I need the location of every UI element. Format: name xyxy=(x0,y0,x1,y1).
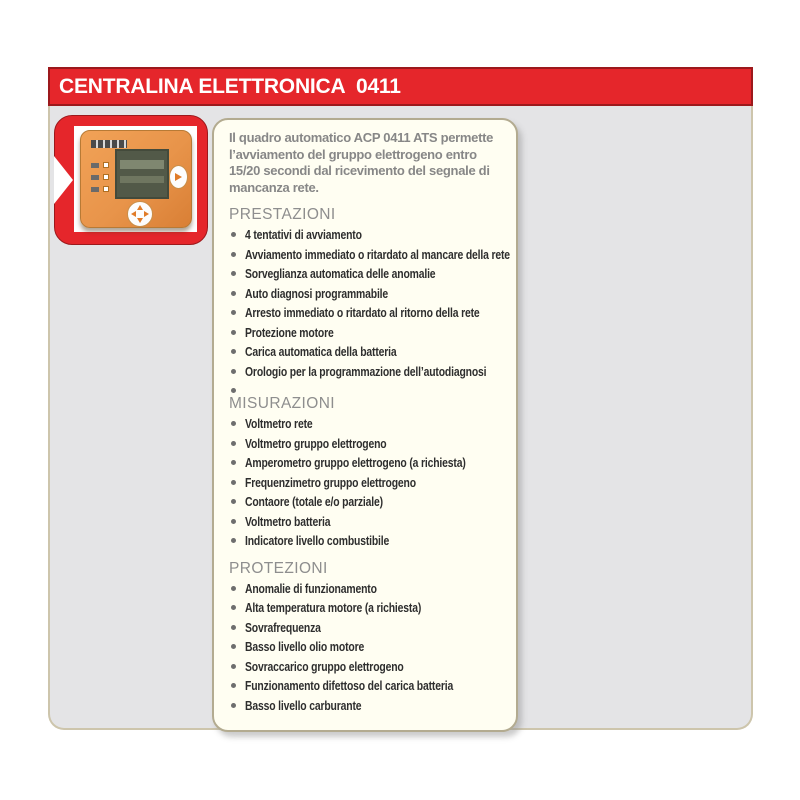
list-item xyxy=(229,492,504,512)
bullet-icon xyxy=(231,291,236,296)
bullet-icon xyxy=(231,703,236,708)
led-label-icon xyxy=(91,163,99,168)
bullet-icon xyxy=(231,644,236,649)
led-row xyxy=(91,186,109,192)
led-row xyxy=(91,162,109,168)
intro-paragraph: Il quadro automatico ACP 0411 ATS permette l’avviamento del gruppo elettrogeno entro 15/20 secondi dal ricevimento del segnale di mancanza rete. xyxy=(229,130,494,195)
section-title-prestazioni: PRESTAZIONI xyxy=(229,206,336,223)
list-item xyxy=(229,245,510,265)
section-misurazioni xyxy=(229,395,504,551)
bullet-icon xyxy=(231,664,236,669)
bullet-icon xyxy=(231,460,236,465)
bullet-icon xyxy=(231,421,236,426)
list-item xyxy=(229,303,504,323)
list-item-label: Anomalie di funzionamento xyxy=(245,580,377,596)
dpad-left-icon xyxy=(131,211,136,217)
list-item xyxy=(229,414,504,434)
list-item-label: Sorveglianza automatica delle anomalie xyxy=(245,266,436,281)
page-title-bar xyxy=(48,67,753,106)
list-item xyxy=(229,342,504,362)
list-item-label: 4 tentativi di avviamento xyxy=(245,227,362,242)
list-item-label: Voltmetro gruppo elettrogeno xyxy=(245,435,387,451)
list-item-label: Contaore (totale e/o parziale) xyxy=(245,494,383,509)
list-item-label: Sovrafrequenza xyxy=(245,619,321,635)
list-item xyxy=(229,598,504,618)
content-area xyxy=(48,106,753,730)
list-item-label: Frequenzimetro gruppo elettrogeno xyxy=(245,474,416,490)
list-item xyxy=(229,473,504,493)
dpad-up-icon xyxy=(137,205,143,210)
led-icon xyxy=(103,174,109,180)
bullet-icon xyxy=(231,330,236,335)
list-item-label: Basso livello olio motore xyxy=(245,639,365,654)
bullet-icon xyxy=(231,369,236,374)
list-item-label: Voltmetro rete xyxy=(245,416,313,431)
protezioni-list xyxy=(229,579,504,716)
list-item xyxy=(229,657,504,677)
list-item-label: Indicatore livello combustibile xyxy=(245,533,390,548)
list-item xyxy=(229,453,504,473)
dpad-right-icon xyxy=(144,211,149,217)
bullet-icon xyxy=(231,232,236,237)
list-item-label: Funzionamento difettoso del carica batteria xyxy=(245,678,454,693)
section-title-protezioni: PROTEZIONI xyxy=(229,559,328,577)
list-item xyxy=(229,381,504,393)
bullet-icon xyxy=(231,349,236,354)
bullet-icon xyxy=(231,388,236,393)
lcd-band xyxy=(120,160,164,169)
list-item-label: Arresto immediato o ritardato al ritorno della rete xyxy=(245,305,480,320)
prestazioni-list xyxy=(229,225,510,393)
dpad-down-icon xyxy=(137,218,143,223)
list-item xyxy=(229,284,504,304)
description-panel xyxy=(212,118,518,732)
device-label-strip xyxy=(91,140,127,148)
led-label-icon xyxy=(91,187,99,192)
frame-notch-icon xyxy=(54,156,73,204)
list-item xyxy=(229,579,504,599)
led-icon xyxy=(103,186,109,192)
device-lcd-screen xyxy=(115,149,169,199)
list-item xyxy=(229,362,504,382)
device-arrow-button xyxy=(169,165,188,189)
bullet-icon xyxy=(231,252,236,257)
bullet-icon xyxy=(231,625,236,630)
list-item xyxy=(229,637,504,657)
list-item xyxy=(229,512,504,532)
list-item-label: Avviamento immediato o ritardato al mancare della rete xyxy=(245,246,510,262)
list-item-label: Protezione motore xyxy=(245,324,334,340)
product-photo-frame xyxy=(54,115,208,245)
list-item xyxy=(229,676,504,696)
bullet-icon xyxy=(231,605,236,610)
misurazioni-list xyxy=(229,414,504,551)
page-title: CENTRALINA ELETTRONICA 0411 xyxy=(59,74,401,98)
led-row xyxy=(91,174,109,180)
list-item-label: Alta temperatura motore (a richiesta) xyxy=(245,600,422,615)
list-item-label: Carica automatica della batteria xyxy=(245,344,397,359)
list-item-label: Orologio per la programmazione dell’autodiagnosi xyxy=(245,363,487,379)
list-item xyxy=(229,696,504,716)
bullet-icon xyxy=(231,310,236,315)
bullet-icon xyxy=(231,480,236,485)
led-icon xyxy=(103,162,109,168)
bullet-icon xyxy=(231,441,236,446)
device-dpad xyxy=(127,201,153,227)
list-item xyxy=(229,264,504,284)
list-item xyxy=(229,323,504,343)
list-item-label: Auto diagnosi programmabile xyxy=(245,285,389,301)
section-prestazioni xyxy=(229,206,510,393)
bullet-icon xyxy=(231,519,236,524)
bullet-icon xyxy=(231,586,236,591)
section-title-misurazioni: MISURAZIONI xyxy=(229,395,336,412)
led-label-icon xyxy=(91,175,99,180)
list-item xyxy=(229,434,504,454)
arrow-right-icon xyxy=(175,173,182,181)
bullet-icon xyxy=(231,271,236,276)
section-protezioni xyxy=(229,560,504,716)
bullet-icon xyxy=(231,683,236,688)
list-item xyxy=(229,618,504,638)
list-item-label: Amperometro gruppo elettrogeno (a richiesta) xyxy=(245,455,466,470)
list-item-label: Voltmetro batteria xyxy=(245,513,331,529)
product-photo xyxy=(74,126,197,232)
device-led-column xyxy=(91,162,109,192)
control-panel-device xyxy=(80,130,192,228)
list-item-label: Sovraccarico gruppo elettrogeno xyxy=(245,658,404,674)
bullet-icon xyxy=(231,499,236,504)
lcd-band xyxy=(120,176,164,183)
list-item-label: Basso livello carburante xyxy=(245,697,362,713)
list-item xyxy=(229,531,504,551)
list-item xyxy=(229,225,504,245)
bullet-icon xyxy=(231,538,236,543)
